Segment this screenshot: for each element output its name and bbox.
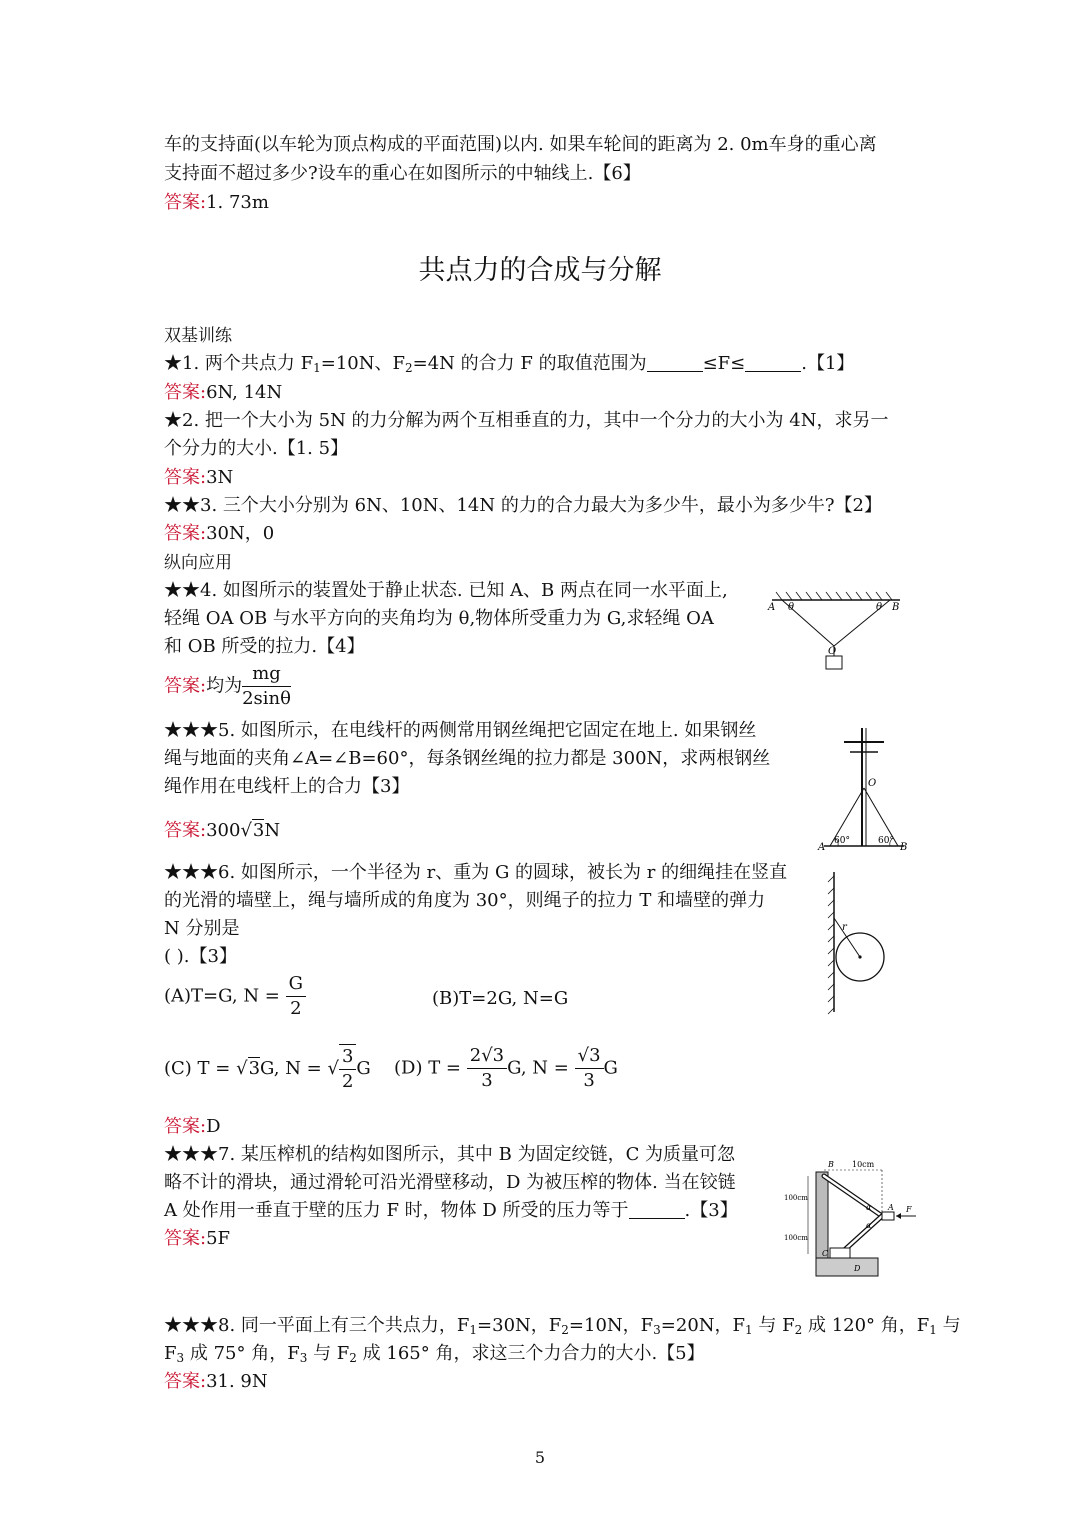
denominator: 2sinθ [242,688,291,709]
text: =4N 的合力 F 的取值范围为 [412,353,647,374]
intro-line-1: 车的支持面(以车轮为顶点构成的平面范围)以内. 如果车轮间的距离为 2. 0m车身的重心离 [164,134,877,155]
numerator: G [286,972,306,997]
label-angle-a: 60° [834,836,850,846]
answer-8 [164,1369,268,1395]
answer-value: 3N [206,467,234,488]
text: F [164,1343,177,1364]
label-b: B [892,602,900,613]
answer-1 [164,380,282,406]
answer-unit: N [264,820,281,841]
question-2-line-2: 个分力的大小.【1. 5】 [164,438,349,459]
text: =20N，F [660,1315,746,1336]
option-a [164,972,306,1021]
answer-label: 答案: [164,523,207,544]
figure-q4-rope-diagram [762,588,912,678]
fraction-root [339,1044,356,1094]
answer-2 [164,465,233,491]
question-3-line-1: ★★3. 三个大小分别为 6N、10N、14N 的力的合力最大为多少牛，最小为多少牛?【2】 [164,495,882,516]
subscript: 1 [745,1323,753,1337]
text: =10N，F [568,1315,654,1336]
figure-q7-press-machine [782,1158,918,1284]
label-b: B [828,1160,834,1169]
question-8-line-1 [164,1313,961,1343]
question-8-line-2 [164,1341,705,1371]
answer-label: 答案: [164,382,207,403]
label-theta-left: θ [788,602,795,613]
figure-q5-pole-diagram [812,722,912,854]
page-title: 共点力的合成与分解 [418,255,662,286]
fill-blank-2 [745,355,801,372]
subscript: 3 [299,1351,308,1365]
question-6-line-3: N 分别是 [164,918,240,939]
subscript: 2 [794,1323,803,1337]
question-5-line-3: 绳作用在电线杆上的合力【3】 [164,776,410,797]
label-theta-right: θ [876,602,883,613]
text: 成 75° 角，F [184,1343,300,1364]
subscript: 2 [561,1323,569,1337]
fill-blank-1 [647,355,703,372]
answer-label: 答案: [164,820,207,841]
text: =30N，F [477,1315,562,1336]
answer-5: 答案:300√3N [164,820,281,841]
question-2-line-1: ★2. 把一个大小为 5N 的力分解为两个互相垂直的力，其中一个分力的大小为 4N，求另一 [164,410,889,431]
label-o: O [828,646,837,657]
denominator: 2 [341,1071,354,1092]
question-4-line-3: 和 OB 所受的拉力.【4】 [164,636,365,657]
stars: ★1. [164,353,200,374]
text: =10N、F [320,353,405,374]
answer-label: 答案: [164,1371,207,1392]
label-o: O [868,778,877,789]
text: 成 120° 角，F [802,1315,930,1336]
answer-coefficient: 300 [206,820,241,841]
dimension-upper: 100cm [784,1194,808,1202]
label-a: A [818,842,826,853]
page-number: 5 [534,1448,546,1467]
denominator: 3 [481,1070,493,1091]
fraction [242,662,291,711]
option-d-text: G [603,1057,618,1079]
label-f: F [906,1205,912,1214]
subscript: 2 [349,1351,357,1365]
answer-label: 答案: [164,467,207,488]
section-heading-basic: 双基训练 [164,326,232,346]
label-angle-b: 60° [878,836,894,846]
label-b: B [900,842,908,853]
denominator: 3 [583,1070,595,1091]
answer-text: 均为 [206,675,243,697]
label-d: D [854,1264,861,1273]
subscript: 1 [929,1323,937,1337]
section-heading-application: 纵向应用 [164,553,232,573]
numerator: mg [242,662,291,687]
label-alpha-upper: α [866,1203,872,1212]
answer-value: 31. 9N [206,1371,268,1392]
question-4-line-2: 轻绳 OA OB 与水平方向的夹角均为 θ,物体所受重力为 G,求轻绳 OA [164,608,714,629]
question-6-line-2: 的光滑的墙壁上，绳与墙所成的角度为 30°，则绳子的拉力 T 和墙壁的弹力 [164,890,766,911]
question-7-line-2: 略不计的滑块，通过滑轮可沿光滑壁移动，D 为被压榨的物体. 当在铰链 [164,1172,736,1193]
answer-3 [164,521,274,547]
label-a: A [768,602,776,613]
numerator: 3 [339,1045,356,1070]
label-r: r [842,922,847,933]
option-c-text: G, N = [260,1058,328,1079]
fraction [286,972,306,1021]
option-b: (B)T=2G, N=G [432,988,569,1009]
dimension-top: 10cm [852,1160,875,1169]
answer-label: 答案: [164,1228,207,1249]
subscript: 1 [313,361,321,375]
subscript: 2 [405,361,413,375]
text: 与 F [307,1343,350,1364]
answer-value: 5F [206,1228,231,1249]
subscript: 3 [176,1351,185,1365]
option-c-text: (C) T = [164,1058,237,1079]
text: A 处作用一垂直于壁的压力 F 时，物体 D 所受的压力等于 [164,1200,629,1221]
numerator: 2√3 [467,1044,507,1069]
radicand: 3 [248,1058,261,1079]
intro-answer [164,190,269,216]
text: .【3】 [684,1200,738,1221]
dimension-lower: 100cm [784,1234,808,1242]
fraction [575,1044,604,1093]
text: .【1】 [801,353,855,374]
intro-line-2: 支持面不超过多少?设车的重心在如图所示的中轴线上.【6】 [164,163,641,184]
answer-radicand: 3 [252,820,265,841]
text: 同一平面上有三个共点力，F [235,1315,470,1336]
answer-4 [164,662,291,711]
text: 成 165° 角，求这三个力合力的大小.【5】 [356,1343,705,1364]
question-1 [164,351,854,381]
answer-value: 6N, 14N [206,382,283,403]
label-c: C [822,1249,829,1258]
question-5-line-2: 绳与地面的夹角∠A=∠B=60°，每条钢丝绳的拉力都是 300N，求两根钢丝 [164,748,771,769]
text: 两个共点力 F [199,353,314,374]
stars: ★★★8. [164,1315,236,1336]
question-7-line-1: ★★★7. 某压榨机的结构如图所示，其中 B 为固定绞链，C 为质量可忽 [164,1144,736,1165]
answer-label: 答案: [164,1116,207,1137]
answer-value: 1. 73m [206,192,269,213]
text: ≤F≤ [702,353,746,374]
fill-blank [629,1202,685,1219]
answer-value: D [206,1116,221,1137]
question-7-line-3 [164,1198,738,1224]
question-6-line-4: ( ).【3】 [164,946,237,967]
figure-q6-ball-wall [818,868,894,1018]
label-alpha-lower: α [866,1221,872,1230]
option-a-text: (A)T=G, N = [164,985,280,1007]
question-4-line-1: ★★4. 如图所示的装置处于静止状态. 已知 A、B 两点在同一水平面上, [164,580,728,601]
denominator: 2 [290,998,302,1019]
label-a: A [888,1203,894,1212]
answer-6 [164,1114,221,1140]
text: 与 F [752,1315,795,1336]
question-5-line-1: ★★★5. 如图所示，在电线杆的两侧常用钢丝绳把它固定在地上. 如果钢丝 [164,720,757,741]
question-6-line-1: ★★★6. 如图所示，一个半径为 r、重为 G 的圆球，被长为 r 的细绳挂在竖直 [164,862,788,883]
answer-value: 30N，0 [206,523,275,544]
option-d-text: G, N = [507,1057,569,1079]
numerator: √3 [575,1044,604,1069]
answer-label: 答案: [164,192,207,213]
option-d-text: (D) T = [394,1057,462,1079]
answer-label: 答案: [164,675,207,697]
subscript: 3 [653,1323,661,1337]
fraction [467,1044,507,1093]
option-c-text: G [356,1058,371,1079]
option-c: (C) T = √3G, N = √ $\frac{3}{2}$ G [164,1046,371,1092]
option-d [394,1044,618,1093]
answer-7 [164,1226,230,1252]
text: 与 [936,1315,961,1336]
subscript: 1 [469,1323,478,1337]
